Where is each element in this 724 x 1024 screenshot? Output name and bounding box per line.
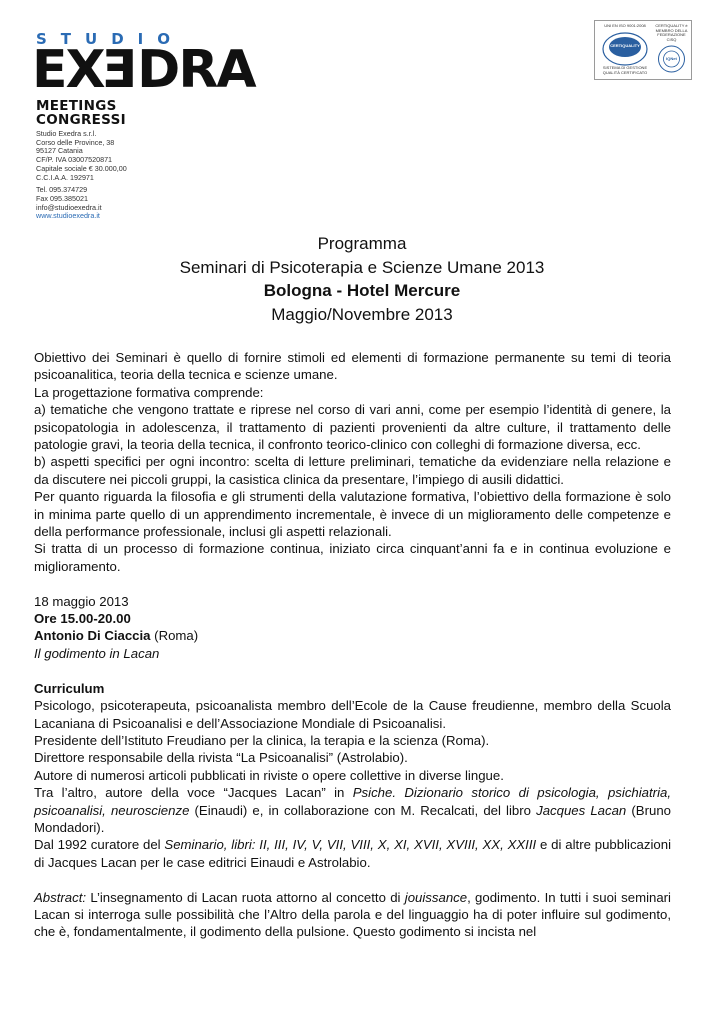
event-topic: Il godimento in Lacan (34, 645, 160, 661)
abstract-text: L’insegnamento di Lacan ruota attorno al concetto di (86, 889, 405, 905)
curriculum-line: Direttore responsabile della rivista “La Psicoanalisi” (Astrolabio). (34, 750, 408, 766)
curriculum-line (34, 836, 671, 871)
curriculum-text: Dal 1992 curatore del (34, 837, 165, 853)
curriculum-heading: Curriculum (34, 680, 105, 696)
intro-paragraph: a) tematiche che vengono trattate e riprese nel corso di vari anni, come per esempio l’identità di genere, la psicopatologia in adolescenza, il trattamento di pazienti provenienti da altre culture, il trattamento delle patologie gravi, la teoria della tecnica, il confronto teorico-clinico con colleghi di formazione diversa, ecc. (34, 402, 671, 453)
event-speaker-line (34, 627, 671, 644)
brand-studio-wordmark: STUDIO (36, 30, 184, 48)
curriculum-text: (Bruno Mondadori). (34, 802, 671, 835)
cert-member-text: CERTIQUALITY è MEMBRO DELLA FEDERAZIONE CISQ (655, 23, 688, 42)
cert-standard: UNI EN ISO 9001:2008 (604, 23, 646, 28)
intro-paragraph: b) aspetti specifici per ogni incontro: scelta di letture preliminari, tematiche da evidenziare nella relazione e da discutere nei piccoli gruppi, la casistica clinica da presentare, l’impiego di ausili didattici. (34, 454, 671, 487)
brand-subtitle-line1: MEETINGS (36, 98, 117, 114)
title-programma: Programma (317, 234, 407, 253)
certiquality-seal (598, 24, 652, 75)
cisq-seal (655, 24, 688, 75)
contact-phone: Tel. 095.374729 (36, 185, 88, 195)
certiquality-seal-icon (598, 30, 652, 68)
curriculum-text: e di altre pubblicazioni di Jacques Lacan per le case editrici Einaudi e Astrolabio. (34, 837, 672, 870)
company-line: Corso delle Province, 38 (36, 137, 115, 147)
event-speaker: Antonio Di Ciaccia (34, 628, 151, 644)
curriculum-line (34, 784, 671, 836)
website-link[interactable]: www.studioexedra.it (36, 211, 100, 221)
brand-exedra-logo (32, 40, 255, 100)
curriculum-book-title: Psiche. Dizionario storico di psicologia, psichiatria, psicoanalisi, neuroscienze (34, 785, 671, 818)
contact-fax: Fax 095.385021 (36, 193, 88, 203)
curriculum-line: Psicologo, psicoterapeuta, psicoanalista membro dell’Ecole de la Cause freudienne, membro della Scuola Lacaniana di Psicoanalisi e dell’Associazione Mondiale di Psicoanalisi. (34, 698, 671, 731)
cert-iqnet: IQNet (666, 56, 677, 61)
title-period: Maggio/Novembre 2013 (271, 304, 453, 324)
cert-brand: CERTIQUALITY (610, 43, 640, 48)
abstract-text: , godimento. In tutti i suoi seminari Lacan si interroga sulle possibilità che l’Altro della parola e del linguaggio ha di poter influire sul godimento, che è, fondamentalmente, il godimento della pulsione. Questo godimento si incista nel (34, 889, 671, 940)
curriculum-seminar-list: Seminario, libri: II, III, IV, V, VII, VIII, X, XI, XVII, XVIII, XX, XXIII (164, 837, 537, 853)
intro-paragraph: Per quanto riguarda la filosofia e gli strumenti della valutazione formativa, l’obiettivo della formazione è solo in minima parte quello di un apprendimento incrementale, è invece di un miglioramento delle competenze e della performance professionale, inclusi gli aspetti relazionali. (34, 489, 671, 540)
curriculum-line: Autore di numerosi articoli pubblicati in riviste o opere collettive in diverse lingue. (34, 767, 504, 783)
company-details (36, 130, 127, 221)
document-body (34, 349, 671, 941)
event-city: (Roma) (150, 628, 199, 644)
intro-paragraph: Si tratta di un processo di formazione continua, iniziato circa cinquant’anni fa e in continua evoluzione e miglioramento. (34, 541, 671, 574)
intro-paragraph: Obiettivo dei Seminari è quello di fornire stimoli ed elementi di formazione permanente su temi di teoria psicoanalitica, teoria della tecnica e scienze umane. (34, 350, 671, 383)
event-time: Ore 15.00-20.00 (34, 611, 131, 627)
title-seminari: Seminari di Psicoterapia e Scienze Umane 2013 (179, 257, 545, 277)
brand-exedra-part2: DRA (137, 40, 255, 100)
event-date: 18 maggio 2013 (34, 593, 129, 609)
contact-email[interactable]: info@studioexedra.it (36, 202, 102, 212)
brand-exedra-reversed-e: E (103, 40, 138, 100)
program-title-block (0, 232, 724, 326)
company-line: Studio Exedra s.r.l. (36, 129, 97, 138)
intro-paragraph: La progettazione formativa comprende: (34, 384, 264, 400)
curriculum-line: Presidente dell’Istituto Freudiano per la clinica, la terapia e la scienza (Roma). (34, 732, 490, 748)
abstract-label: Abstract: (34, 889, 87, 905)
company-line: 95127 Catania (36, 146, 83, 156)
abstract-term: jouissance (404, 889, 468, 905)
company-line: C.C.I.A.A. 192971 (36, 172, 94, 182)
company-line: CF/P. IVA 03007520871 (36, 155, 113, 165)
brand-subtitle (36, 99, 126, 127)
brand-exedra-part1: EX (32, 40, 104, 100)
title-venue: Bologna - Hotel Mercure (263, 281, 461, 300)
certification-badge (594, 20, 692, 80)
curriculum-text: (Einaudi) e, in collaborazione con M. Recalcati, del libro (189, 802, 537, 818)
curriculum-book-title: Jacques Lacan (536, 802, 627, 818)
curriculum-text: Tra l’altro, autore della voce “Jacques Lacan” in (34, 785, 353, 801)
company-line: Capitale sociale € 30.000,00 (36, 163, 127, 173)
cert-caption: SISTEMA DI GESTIONE QUALITÀ CERTIFICATO (602, 65, 648, 75)
brand-subtitle-line2: CONGRESSI (36, 112, 126, 128)
abstract-paragraph (34, 889, 671, 941)
